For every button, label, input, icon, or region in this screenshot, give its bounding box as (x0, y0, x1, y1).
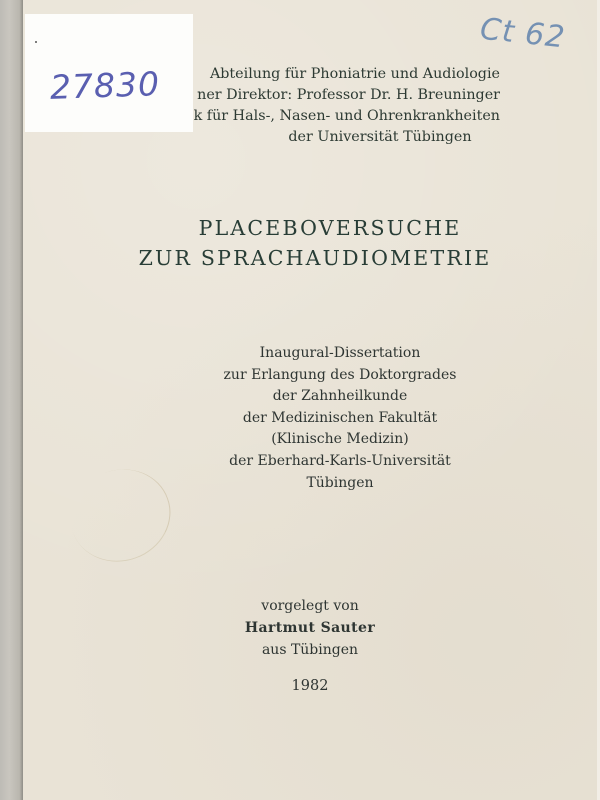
dissertation-line: Inaugural-Dissertation (259, 345, 421, 361)
institution-line: Abteilung für Phoniatrie und Audiologie (209, 66, 500, 82)
author-block (200, 595, 420, 661)
dissertation-line: zur Erlangung des Doktorgrades (223, 366, 457, 383)
dissertation-statement (200, 343, 480, 494)
author-origin: aus Tübingen (261, 642, 359, 658)
institution-line: ner Direktor: Professor Dr. H. Breuninger (197, 87, 500, 103)
book-spine (0, 0, 23, 800)
author-name: Hartmut Sauter (244, 620, 376, 636)
inventory-number: 27830 (49, 64, 161, 107)
dissertation-line: der Zahnheilkunde (272, 388, 408, 405)
shelf-mark: Ct 62 (478, 11, 568, 56)
sticker-dot (35, 41, 37, 43)
dissertation-line: (Klinische Medizin) (271, 431, 409, 448)
dissertation-line: Tübingen (306, 474, 374, 491)
institution-line: der Universität Tübingen (288, 129, 472, 145)
publication-year: 1982 (291, 678, 329, 694)
institution-line: k für Hals-, Nasen- und Ohrenkrankheiten (193, 108, 500, 124)
document-title-line-2: ZUR SPRACHAUDIOMETRIE (138, 246, 492, 270)
presented-by: vorgelegt von (261, 598, 359, 614)
document-title-line-1: PLACEBOVERSUCHE (198, 216, 462, 240)
dissertation-line: der Medizinischen Fakultät (242, 409, 438, 426)
dissertation-line: der Eberhard-Karls-Universität (229, 452, 451, 469)
institution-header (160, 64, 500, 148)
